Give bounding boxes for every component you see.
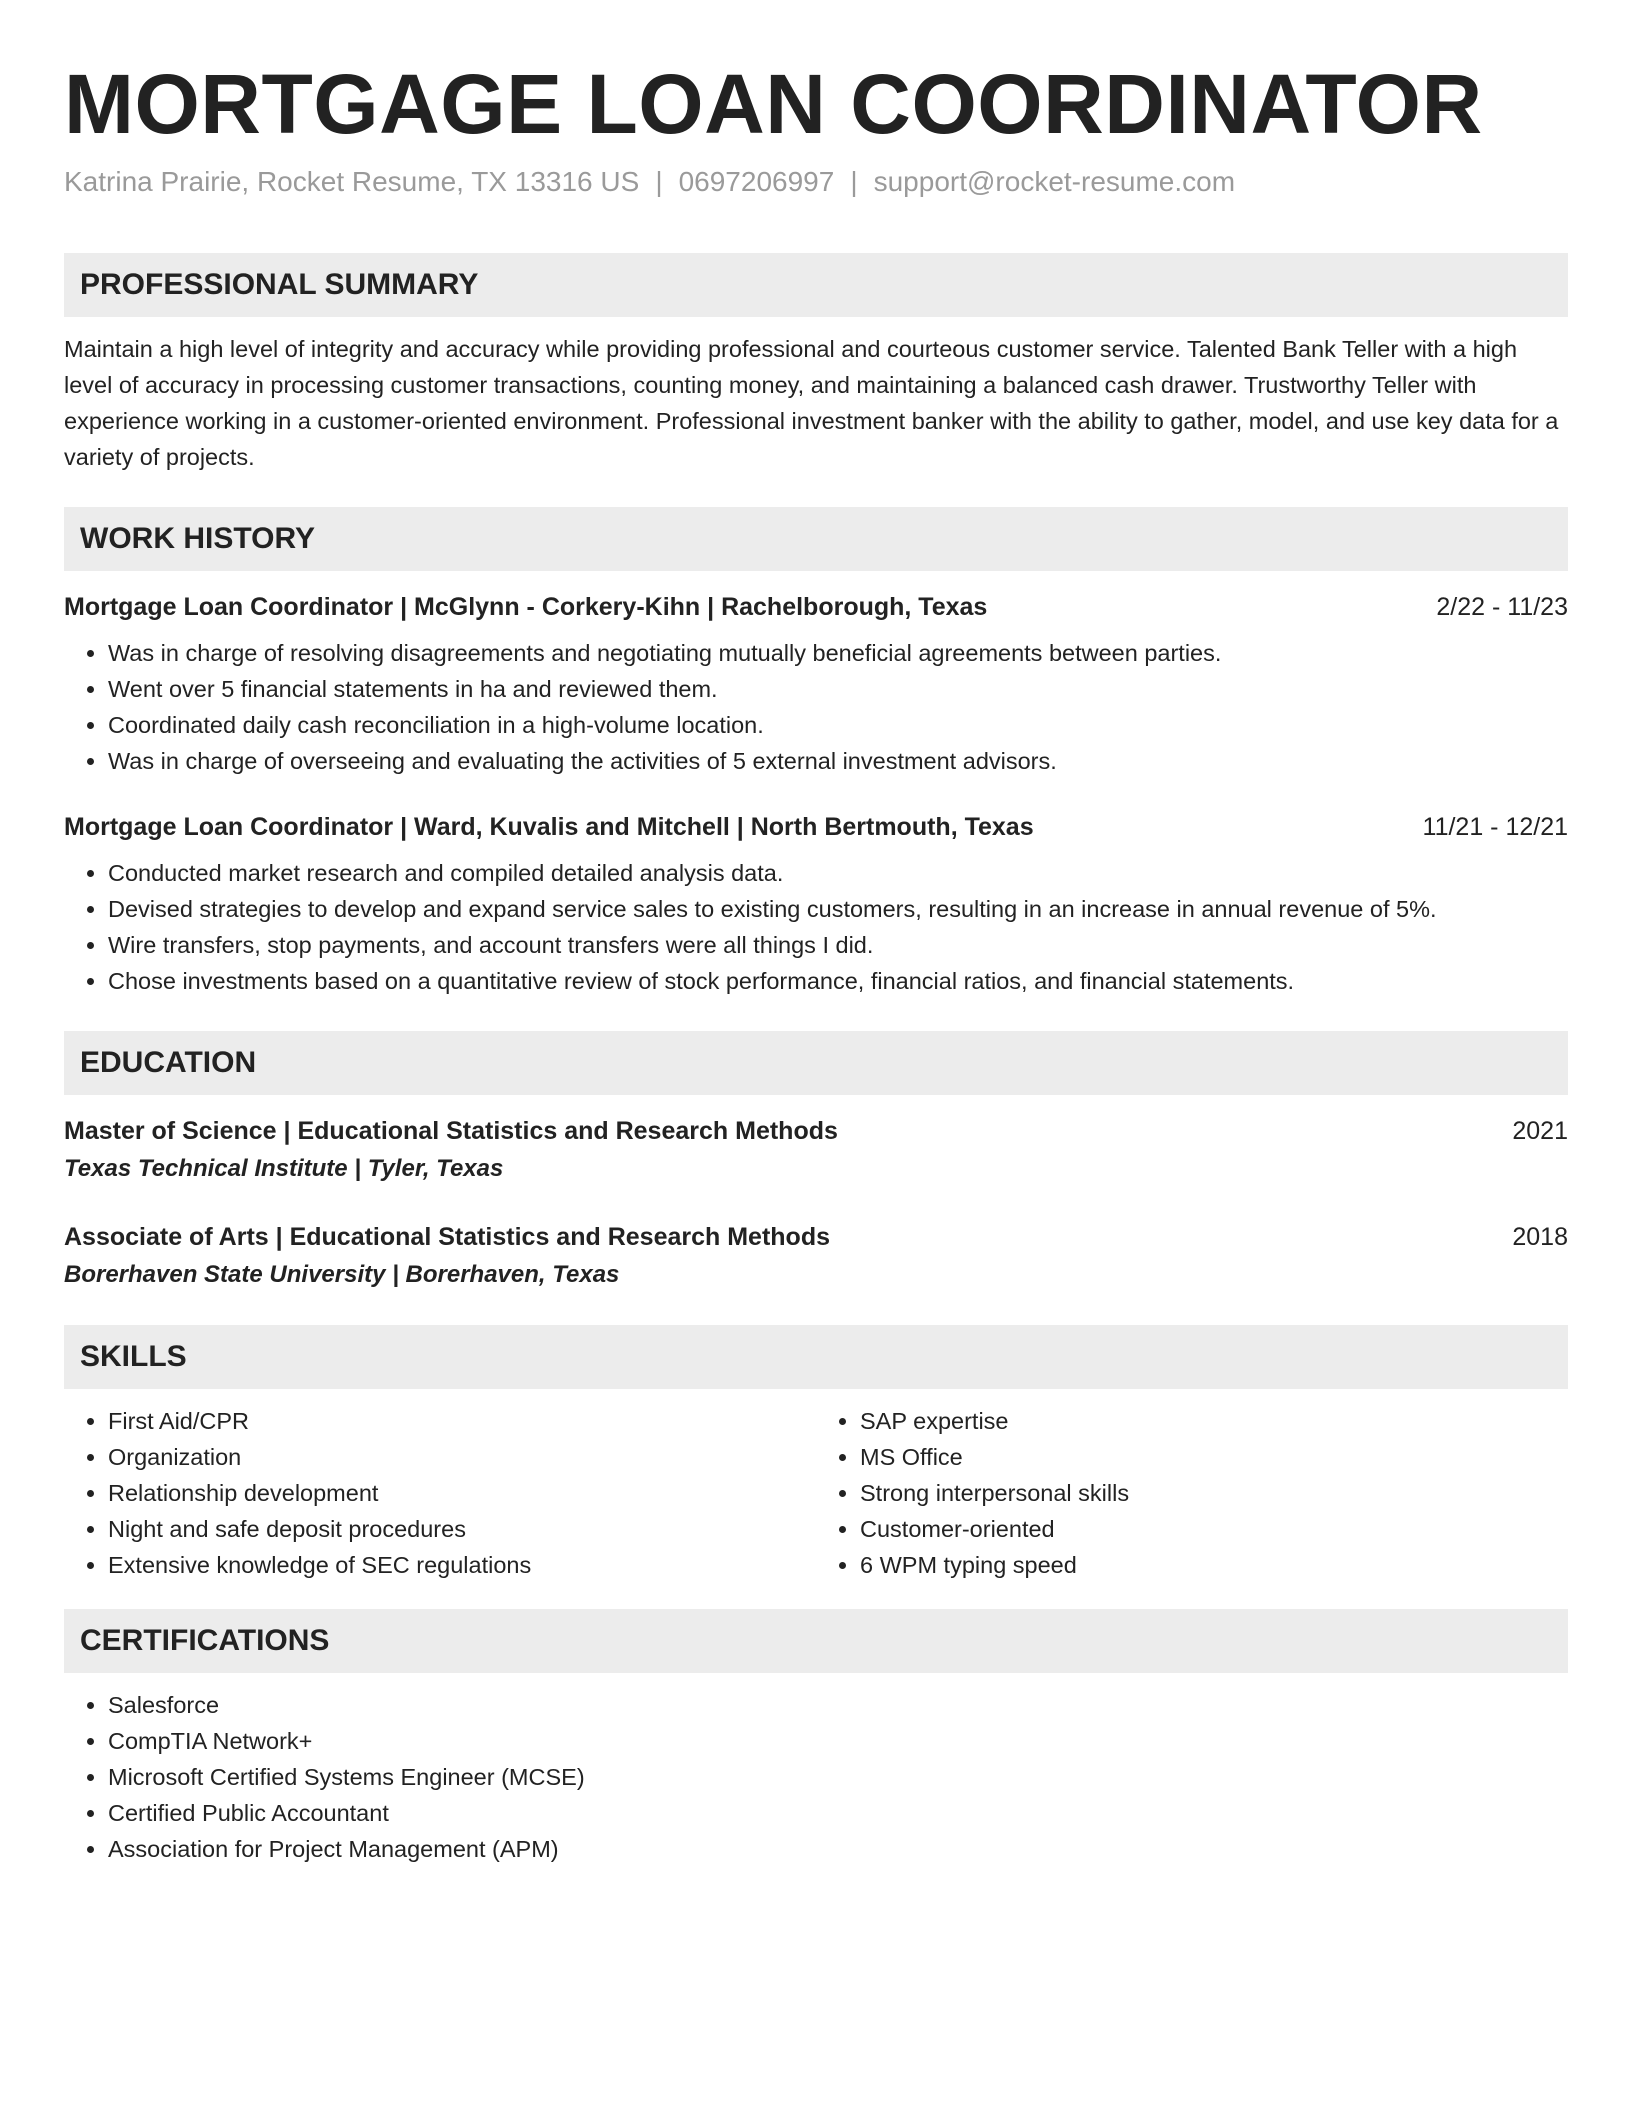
skills-section-header: SKILLS (64, 1325, 1568, 1389)
list-item: • Was in charge of resolving disagreements and negotiating mutually beneficial agreements between parties. (108, 635, 1568, 671)
job-heading: Mortgage Loan Coordinator | Ward, Kuvalis and Mitchell | North Bertmouth, Texas (64, 812, 1034, 841)
job-entry (64, 589, 1568, 779)
job-entry (64, 809, 1568, 999)
degree-heading: Associate of Arts | Educational Statistics and Research Methods (64, 1222, 830, 1251)
contact-line (64, 164, 1568, 200)
list-item: • Was in charge of overseeing and evaluating the activities of 5 external investment advisors. (108, 743, 1568, 779)
list-item: • First Aid/CPR (108, 1403, 816, 1439)
list-item: • Night and safe deposit procedures (108, 1511, 816, 1547)
contact-separator: | (850, 166, 858, 198)
school-name: Texas Technical Institute | Tyler, Texas (64, 1154, 504, 1182)
list-item: • Devised strategies to develop and expand service sales to existing customers, resulting in an increase in annual revenue of 5%. (108, 891, 1568, 927)
list-item: • Coordinated daily cash reconciliation in a high-volume location. (108, 707, 1568, 743)
list-item: • Salesforce (108, 1687, 1568, 1723)
list-item: • 6 WPM typing speed (860, 1547, 1568, 1583)
degree-year: 2021 (1512, 1116, 1568, 1145)
work-section-header: WORK HISTORY (64, 507, 1568, 571)
list-item: • Went over 5 financial statements in ha and reviewed them. (108, 671, 1568, 707)
list-item: • Organization (108, 1439, 816, 1475)
list-item: • Extensive knowledge of SEC regulations (108, 1547, 816, 1583)
education-entry (64, 1113, 1568, 1189)
list-item: • Relationship development (108, 1475, 816, 1511)
education-entry (64, 1219, 1568, 1295)
job-dates: 11/21 - 12/21 (1422, 812, 1568, 841)
degree-heading: Master of Science | Educational Statistics and Research Methods (64, 1116, 838, 1145)
skills-list-right (816, 1403, 1568, 1583)
job-bullets (64, 635, 1568, 779)
job-dates: 2/22 - 11/23 (1436, 592, 1568, 621)
contact-phone: 0697206997 (678, 166, 835, 198)
summary-text: Maintain a high level of integrity and accuracy while providing professional and courteous customer service. Talented Bank Teller with a high level of accuracy in processing customer transactions, counting money, and maintaining a balanced cash drawer. Trustworthy Teller with experience working in a customer-oriented environment. Professional investment banker with the ability to gather, model, and use key data for a variety of projects. (64, 335, 1559, 470)
list-item: • CompTIA Network+ (108, 1723, 1568, 1759)
list-item: • Microsoft Certified Systems Engineer (MCSE) (108, 1759, 1568, 1795)
certifications-section-header: CERTIFICATIONS (64, 1609, 1568, 1673)
list-item: • Strong interpersonal skills (860, 1475, 1568, 1511)
list-item: • Customer-oriented (860, 1511, 1568, 1547)
contact-email: support@rocket-resume.com (873, 166, 1236, 198)
contact-address: Katrina Prairie, Rocket Resume, TX 13316 US (64, 166, 640, 198)
contact-separator: | (655, 166, 663, 198)
list-item: • MS Office (860, 1439, 1568, 1475)
skills-columns (64, 1403, 1568, 1583)
list-item: • SAP expertise (860, 1403, 1568, 1439)
list-item: • Certified Public Accountant (108, 1795, 1568, 1831)
education-section-header: EDUCATION (64, 1031, 1568, 1095)
list-item: • Association for Project Management (APM) (108, 1831, 1568, 1867)
job-bullets (64, 855, 1568, 999)
skills-list-left (64, 1403, 816, 1583)
job-heading: Mortgage Loan Coordinator | McGlynn - Corkery-Kihn | Rachelborough, Texas (64, 592, 988, 621)
school-name: Borerhaven State University | Borerhaven, Texas (64, 1260, 620, 1288)
list-item: • Conducted market research and compiled detailed analysis data. (108, 855, 1568, 891)
list-item: • Chose investments based on a quantitative review of stock performance, financial ratios, and financial statements. (108, 963, 1568, 999)
resume-title: MORTGAGE LOAN COORDINATOR (64, 57, 1483, 151)
summary-section-header: PROFESSIONAL SUMMARY (64, 253, 1568, 317)
degree-year: 2018 (1512, 1222, 1568, 1251)
certifications-list (64, 1687, 1568, 1867)
list-item: • Wire transfers, stop payments, and account transfers were all things I did. (108, 927, 1568, 963)
